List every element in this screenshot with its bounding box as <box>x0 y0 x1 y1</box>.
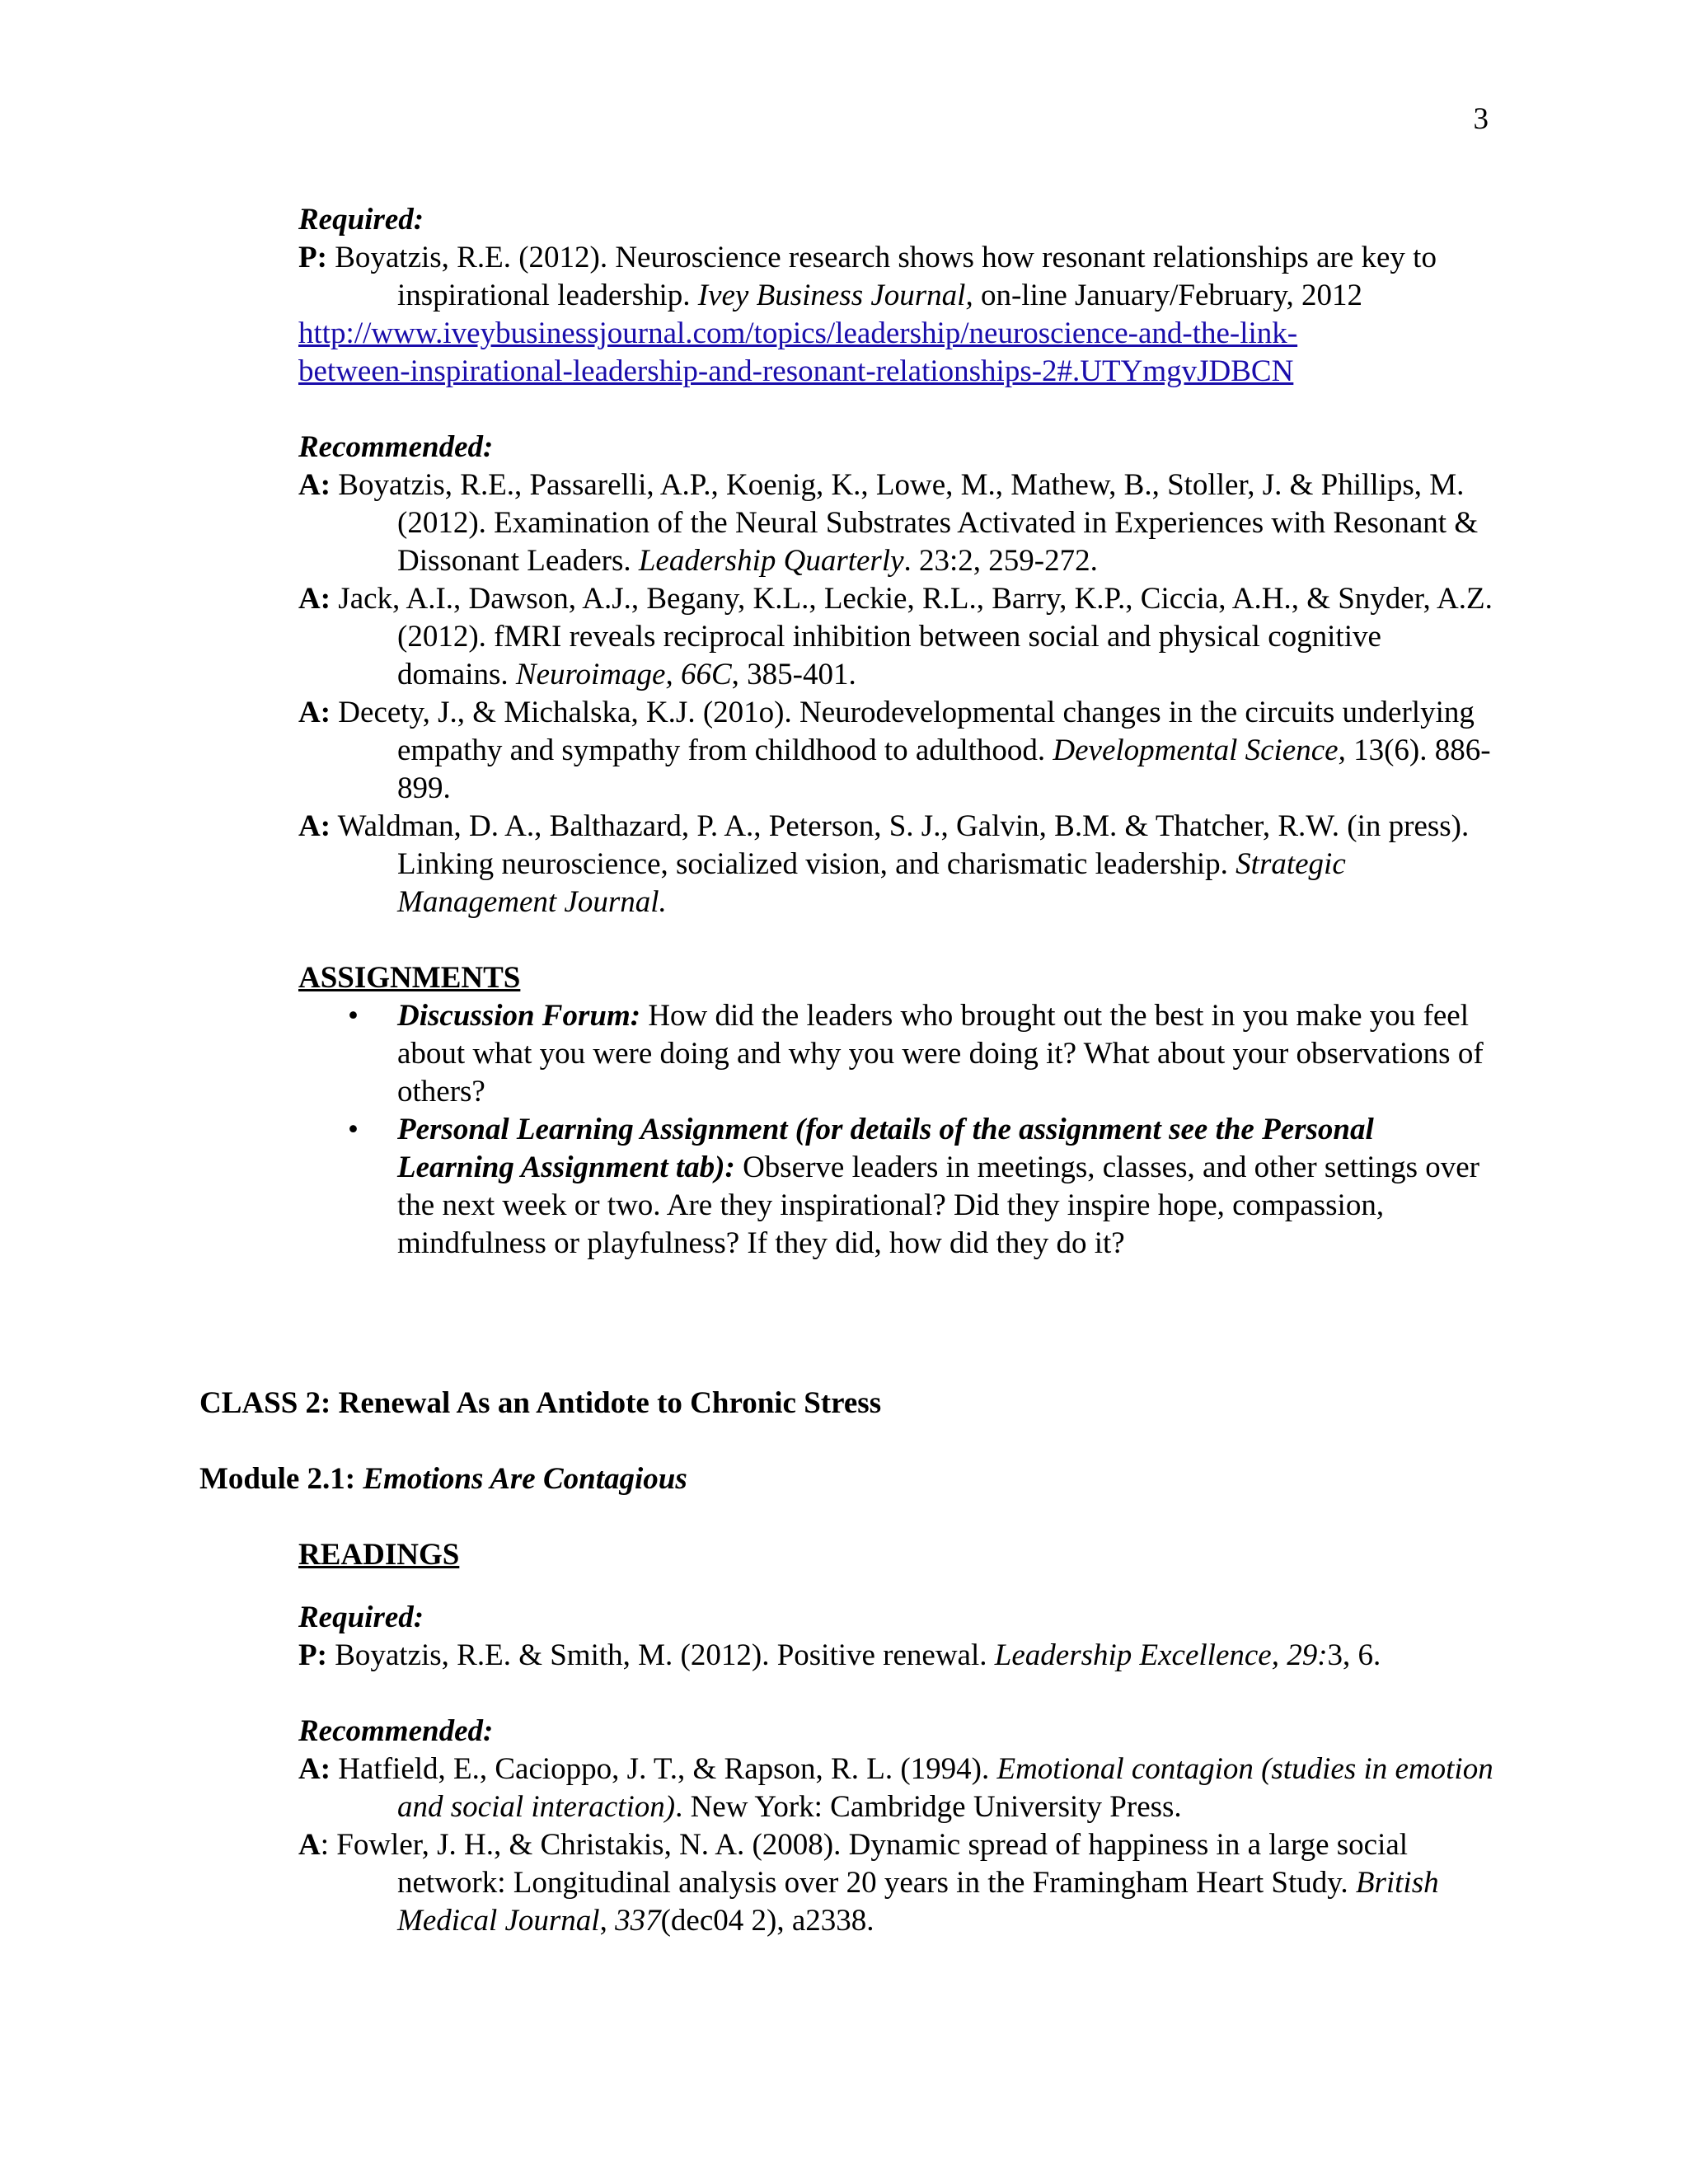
reference-journal: Leadership Quarterly <box>638 544 904 578</box>
required-reference <box>298 1637 1493 1675</box>
assignments-list <box>298 997 1493 1263</box>
required-label: Required: <box>298 203 424 237</box>
reference-journal: Leadership Excellence, 29: <box>994 1638 1328 1672</box>
module-name: Emotions Are Contagious <box>363 1462 687 1496</box>
assignment-title: Discussion Forum: <box>397 999 641 1033</box>
reference-tag: A: <box>298 468 331 502</box>
reference-text: Boyatzis, R.E., Passarelli, A.P., Koenig, K., Lowe, M., Mathew, B., Stoller, J. & Phillips, M. (2012). Examination of the Neural Substrates Activated in Experiences with Resonant & Dissonant Leaders. <box>331 468 1479 578</box>
reference-journal: Strategic Management Journal. <box>397 847 1346 919</box>
recommended-label: Recommended: <box>298 430 494 464</box>
recommended-label: Recommended: <box>298 1714 494 1748</box>
recommended-reference <box>298 694 1493 808</box>
reference-text-end: . New York: Cambridge University Press. <box>675 1790 1182 1824</box>
reference-journal: British Medical Journal <box>397 1866 1439 1938</box>
reference-journal: Ivey Business Journal, <box>697 279 973 312</box>
section-2 <box>298 1536 1493 1940</box>
reference-tag: A <box>298 1828 321 1862</box>
reference-text-end: , 385-401. <box>731 658 856 691</box>
reference-text: Decety, J., & Michalska, K.J. (201o). Neurodevelopmental changes in the circuits underlying empathy and sympathy from childhood to adulthood. <box>331 696 1475 767</box>
readings-heading: READINGS <box>298 1538 460 1572</box>
reference-text: Waldman, D. A., Balthazard, P. A., Peterson, S. J., Galvin, B.M. & Thatcher, R.W. (in press). Linking neuroscience, socialized vision, and charismatic leadership. <box>331 809 1470 881</box>
reference-text: Boyatzis, R.E. (2012). Neuroscience research shows how resonant relationships are key to inspirational leadership. <box>326 241 1437 312</box>
reference-tag: P: <box>298 241 327 274</box>
recommended-reference <box>298 466 1493 580</box>
reference-journal: Developmental Science, <box>1053 733 1346 767</box>
reference-text: Boyatzis, R.E. & Smith, M. (2012). Positive renewal. <box>326 1638 995 1672</box>
recommended-reference <box>298 1750 1493 1826</box>
list-item <box>298 1111 1493 1263</box>
recommended-reference <box>298 808 1493 921</box>
section-1 <box>298 201 1493 1263</box>
recommended-reference <box>298 1826 1493 1940</box>
reference-text-end: (dec04 2), a2338. <box>660 1904 874 1938</box>
reference-text: : Fowler, J. H., & Christakis, N. A. (2008). Dynamic spread of happiness in a large social network: Longitudinal analysis over 20 years in the Framingham Heart Study. <box>320 1828 1409 1900</box>
reference-volume: 337 <box>615 1904 661 1938</box>
list-item <box>298 997 1493 1111</box>
reference-text-mid: , <box>599 1904 616 1938</box>
reference-tag: A: <box>298 582 331 616</box>
bullet-icon: • <box>348 999 359 1033</box>
article-link-line-2: between-inspirational-leadership-and-resonant-relationships-2#.UTYmgvJDBCN <box>298 354 1294 388</box>
reference-text: Jack, A.I., Dawson, A.J., Begany, K.L., Leckie, R.L., Barry, K.P., Ciccia, A.H., & Snyder, A.Z. (2012). fMRI reveals reciprocal inhibition between social and physical cognitive domains. <box>331 582 1493 691</box>
reference-journal: Emotional contagion (studies in emotion and social interaction) <box>397 1752 1493 1824</box>
reference-text-end: 13(6). 886-899. <box>397 733 1491 805</box>
assignment-text: Observe leaders in meetings, classes, and other settings over the next week or two. Are they inspirational? Did they inspire hope, compassion, mindfulness or playfulness? If they did, how did they do it? <box>397 1151 1479 1260</box>
reference-text-end: 3, 6. <box>1327 1638 1381 1672</box>
reference-tag: A: <box>298 809 331 843</box>
reference-tag: P: <box>298 1638 327 1672</box>
module-title <box>199 1460 687 1498</box>
page-number: 3 <box>1473 102 1489 136</box>
reference-text-end: on-line January/February, 2012 <box>973 279 1363 312</box>
class-title: CLASS 2: Renewal As an Antidote to Chronic Stress <box>199 1386 882 1420</box>
reference-text: Hatfield, E., Cacioppo, J. T., & Rapson, R. L. (1994). <box>331 1752 997 1786</box>
bullet-icon: • <box>348 1113 359 1146</box>
required-reference <box>298 239 1493 315</box>
assignment-title: Personal Learning Assignment (for details of the assignment see the Personal Learning Assignment tab): <box>397 1113 1374 1184</box>
module-prefix: Module 2.1: <box>199 1462 363 1496</box>
reference-text-end: . 23:2, 259-272. <box>903 544 1098 578</box>
reference-tag: A: <box>298 1752 331 1786</box>
reference-journal: Neuroimage, 66C <box>515 658 732 691</box>
reference-tag: A: <box>298 696 331 729</box>
article-link-line-1: http://www.iveybusinessjournal.com/topics/leadership/neuroscience-and-the-link- <box>298 316 1298 350</box>
assignments-heading: ASSIGNMENTS <box>298 961 521 995</box>
article-link[interactable] <box>298 315 1493 391</box>
assignment-text: How did the leaders who brought out the best in you make you feel about what you were doing and why you were doing it? What about your observations of others? <box>397 999 1484 1108</box>
recommended-reference <box>298 580 1493 694</box>
required-label: Required: <box>298 1601 424 1634</box>
